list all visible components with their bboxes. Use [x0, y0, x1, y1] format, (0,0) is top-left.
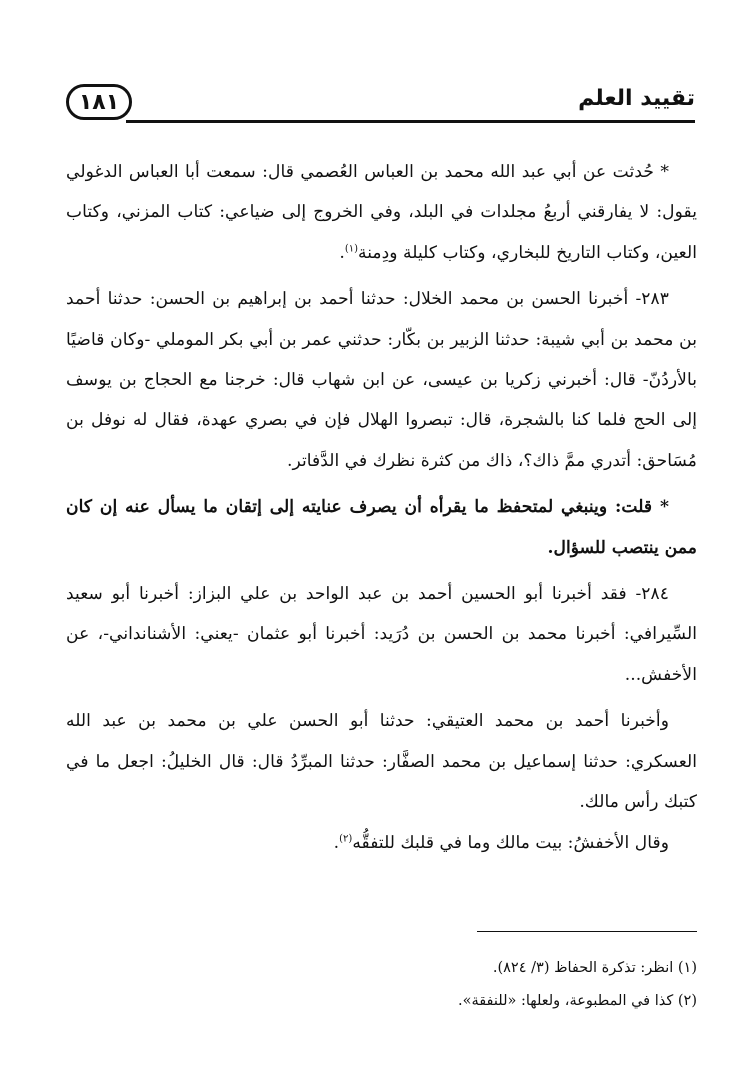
paragraph-1: * حُدثت عن أبي عبد الله محمد بن العباس العُصمي قال: سمعت أبا العباس الدغولي يقول: لا يفارقني أربعُ مجلدات في البلد، وفي الخروج إلى ضياعي: كتاب المزني، وكتاب العين، وكتاب التاريخ للبخاري، وكتاب كليلة ودِمنة$^{(١)}$.	[66, 162, 697, 263]
page-header	[66, 84, 695, 124]
paragraph-6: وقال الأخفشُ: بيت مالك وما في قلبك للتفقُّه$^{(٢)}$.	[333, 832, 669, 853]
page-number: ١٨١	[66, 84, 132, 120]
footnote-ref-1: (١)	[344, 243, 359, 255]
footnote-1: (١) انظر: تذكرة الحفاظ (٣/ ٨٢٤).	[492, 960, 697, 976]
paragraph-3: * قلت: وينبغي لمتحفظ ما يقرأه أن يصرف عنايته إلى إتقان ما يسأل عنه إن كان ممن ينتصب للسؤال.	[66, 497, 697, 558]
footnotes	[66, 952, 697, 1018]
paragraph-5: وأخبرنا أحمد بن محمد العتيقي: حدثنا أبو الحسن علي بن محمد بن عبد الله العسكري: حدثنا إسماعيل بن محمد الصفَّار: حدثنا المبرِّدُ قال: قال الخليلُ: اجعل ما في كتبك رأس مالك.	[66, 711, 697, 813]
header-rule	[126, 120, 695, 123]
paragraph-2: ٢٨٣- أخبرنا الحسن بن محمد الخلال: حدثنا أحمد بن إبراهيم بن الحسن: حدثنا أحمد بن محمد بن أبي شيبة: حدثنا الزبير بن بكّار: حدثني عمر بن أبي بكر الموملي -وكان قاضيًا بالأردُنّ- قال: أخبرني زكريا بن عيسى، عن ابن شهاب قال: خرجنا مع الحجاج بن يوسف إلى الحج فلما كنا بالشجرة، قال: تبصروا الهلال فإن في بصري عهدة، فقال له نوفل بن مُسَاحق: أتدري ممَّ ذاك؟، ذاك من كثرة نظرك في الدَّفاتر.	[66, 289, 697, 471]
footnote-2: (٢) كذا في المطبوعة، ولعلها: «للنفقة».	[457, 993, 697, 1009]
main-text	[66, 152, 697, 863]
paragraph-4: ٢٨٤- فقد أخبرنا أبو الحسين أحمد بن عبد الواحد بن علي البزاز: أخبرنا أبو سعيد السِّيرافي: أخبرنا محمد بن الحسن بن دُرَيد: أخبرنا أبو عثمان -يعني: الأشنانداني-، عن الأخفش...	[66, 584, 697, 685]
footnote-ref-2: (٢)	[339, 832, 353, 844]
footnote-separator	[477, 931, 697, 932]
book-title: تقييد العلم	[578, 86, 695, 111]
